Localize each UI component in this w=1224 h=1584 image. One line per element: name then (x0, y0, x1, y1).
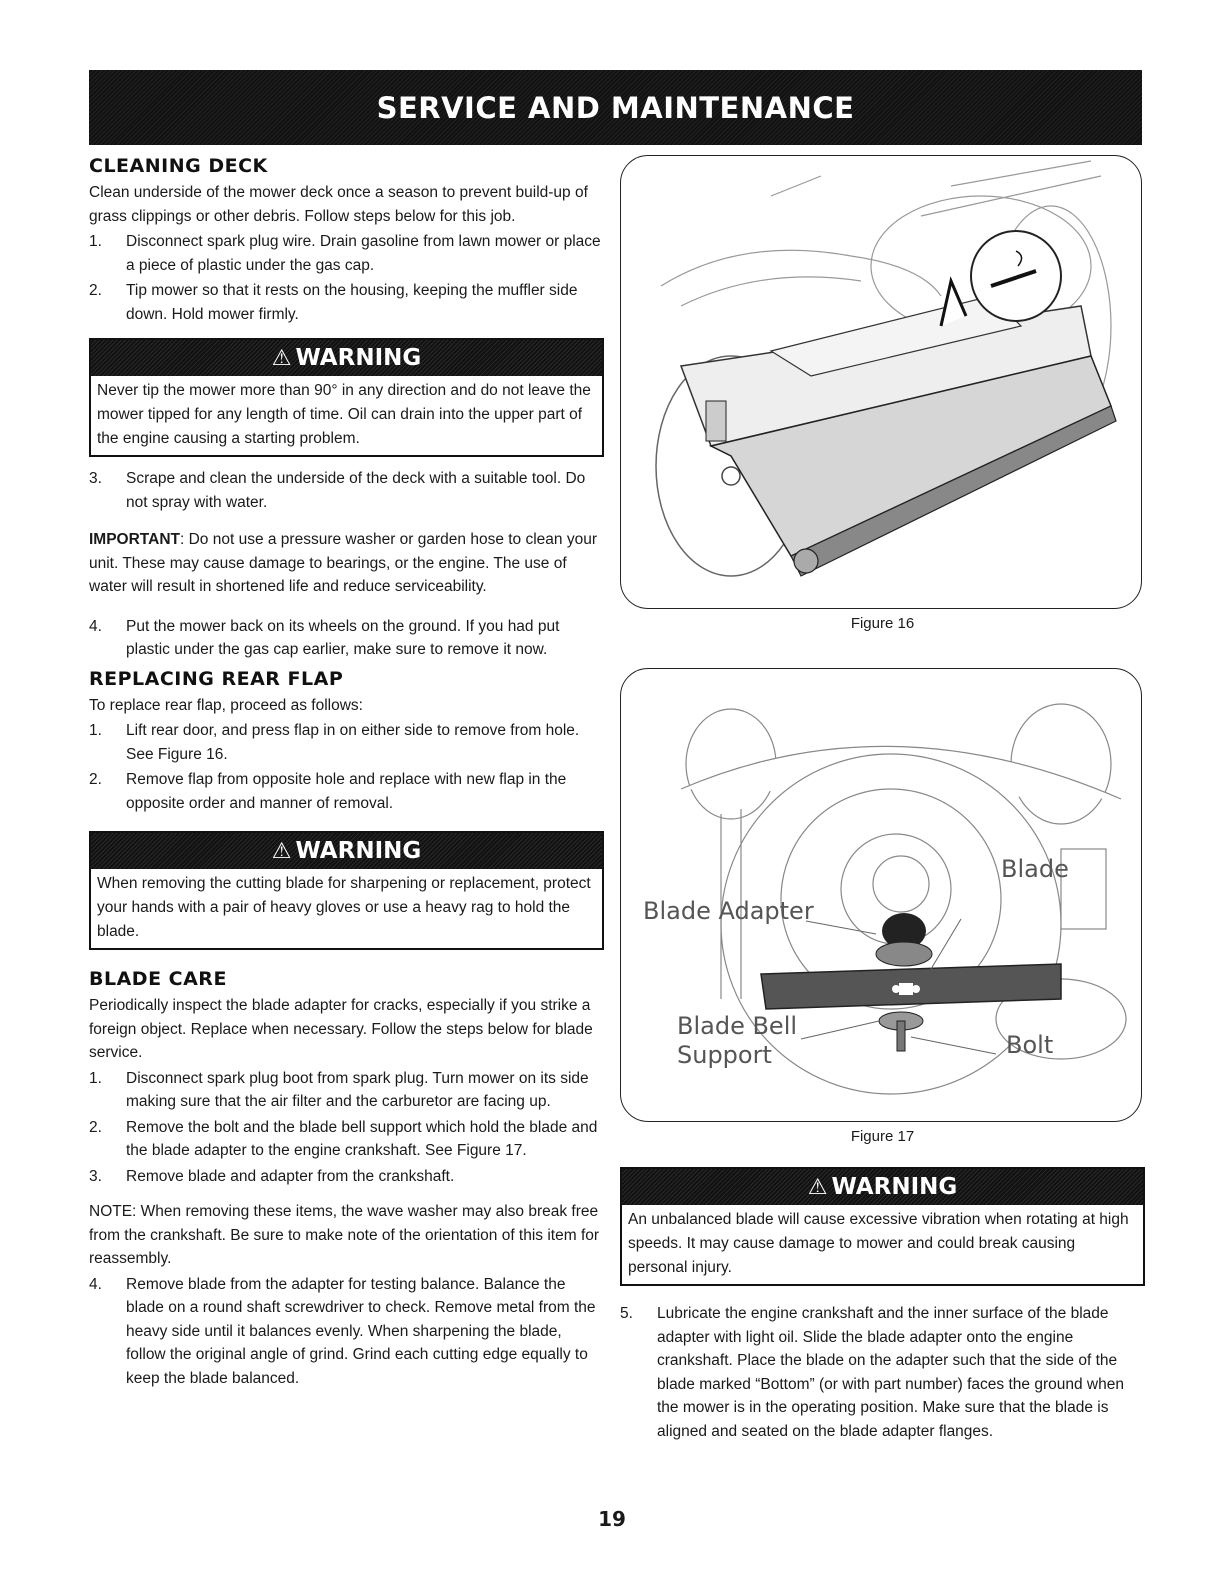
list-item: 1. Disconnect spark plug boot from spark plug. Turn mower on its side making sure that the air filter and the carburetor are facing up. (89, 1069, 589, 1110)
list-item: 1. Lift rear door, and press flap in on either side to remove from hole. See Figure 16. (89, 722, 580, 763)
list-item: 3. Scrape and clean the underside of the deck with a suitable tool. Do not spray with water. (89, 470, 586, 511)
flap-intro: To replace rear flap, proceed as follows: (89, 696, 363, 714)
warning-header: ⚠ WARNING (91, 340, 602, 376)
cleaning-intro: Clean underside of the mower deck once a season to prevent build-up of grass clippings or other debris. Follow steps below for this job. (89, 184, 588, 225)
warning-text: An unbalanced blade will cause excessive vibration when rotating at high speeds. It may cause damage to mower and could break causing personal injury. (628, 1211, 1129, 1276)
warning-box-blade (89, 831, 604, 950)
label-blade: Blade (1001, 855, 1069, 883)
left-column (89, 155, 604, 1390)
banner-title: SERVICE AND MAINTENANCE (376, 90, 855, 125)
warning-box-unbalanced (620, 1167, 1145, 1286)
figure-17 (620, 668, 1142, 1122)
warning-text: Never tip the mower more than 90° in any direction and do not leave the mower tipped for any length of time. Oil can drain into the upper part of the engine causing a starting problem. (97, 382, 591, 447)
list-item: 1. Disconnect spark plug wire. Drain gasoline from lawn mower or place a piece of plastic under the gas cap. (89, 233, 601, 274)
list-item: 2. Remove the bolt and the blade bell support which hold the blade and the blade adapter to the engine crankshaft. See Figure 17. (89, 1118, 598, 1159)
list-item: 2. Tip mower so that it rests on the housing, keeping the muffler side down. Hold mower firmly. (89, 282, 578, 323)
label-blade-bell: Blade Bell (677, 1012, 798, 1040)
list-item: 4. Put the mower back on its wheels on the ground. If you had put plastic under the gas cap earlier, make sure to remove it now. (89, 617, 560, 658)
cleaning-deck-heading: CLEANING DECK (89, 155, 268, 177)
list-item: 3. Remove blade and adapter from the crankshaft. (89, 1167, 455, 1185)
list-item: 4. Remove blade from the adapter for testing balance. Balance the blade on a round shaft screwdriver to check. Remove metal from the heavy side until it balances evenly. When sharpening the blade, follow the original angle of grind. Grind each cutting edge equally to keep the blade balanced. (89, 1275, 596, 1387)
warning-triangle-icon: ⚠ (271, 345, 292, 371)
label-bolt: Bolt (1006, 1031, 1054, 1059)
figure-16-caption: Figure 16 (850, 615, 915, 632)
blade-note: NOTE: When removing these items, the wave washer may also break free from the crankshaft. Be sure to make note of the orientation of this item for reassembly. (89, 1203, 600, 1267)
label-blade-adapter: Blade Adapter (643, 897, 814, 925)
warning-box-tip (89, 338, 604, 457)
warning-triangle-icon: ⚠ (807, 1174, 828, 1200)
right-column (620, 155, 1145, 1443)
page-number: 19 (598, 1507, 626, 1531)
warning-header: ⚠ WARNING (622, 1169, 1143, 1205)
figure-16 (620, 155, 1142, 609)
list-item: 2. Remove flap from opposite hole and replace with new flap in the opposite order and manner of removal. (89, 771, 567, 812)
list-item: 5. Lubricate the engine crankshaft and the inner surface of the blade adapter with light oil. Slide the blade adapter onto the engine crankshaft. Place the blade on the adapter such that the side of the blade marked “Bottom” (or with part number) faces the ground when the mower is in the operating position. Make sure that the blade is aligned and seated on the blade adapter flanges. (620, 1305, 1124, 1440)
important-note: IMPORTANT: Do not use a pressure washer or garden hose to clean your unit. These may cause damage to bearings, or the engine. The use of water will result in shortened life and reduce serviceability. (89, 531, 598, 595)
section-banner (89, 70, 1142, 145)
rear-flap-illustration (621, 156, 1141, 608)
label-support: Support (677, 1041, 772, 1069)
warning-triangle-icon: ⚠ (271, 838, 292, 864)
blade-intro: Periodically inspect the blade adapter for cracks, especially if you strike a foreign object. Replace when necessary. Follow the steps below for blade service. (89, 997, 593, 1061)
warning-header: ⚠ WARNING (91, 833, 602, 869)
warning-text: When removing the cutting blade for sharpening or replacement, protect your hands with a pair of heavy gloves or use a heavy rag to hold the blade. (97, 875, 591, 940)
figure-17-caption: Figure 17 (850, 1128, 915, 1145)
replacing-rear-flap-heading: REPLACING REAR FLAP (89, 667, 344, 690)
blade-care-heading: BLADE CARE (89, 968, 227, 990)
